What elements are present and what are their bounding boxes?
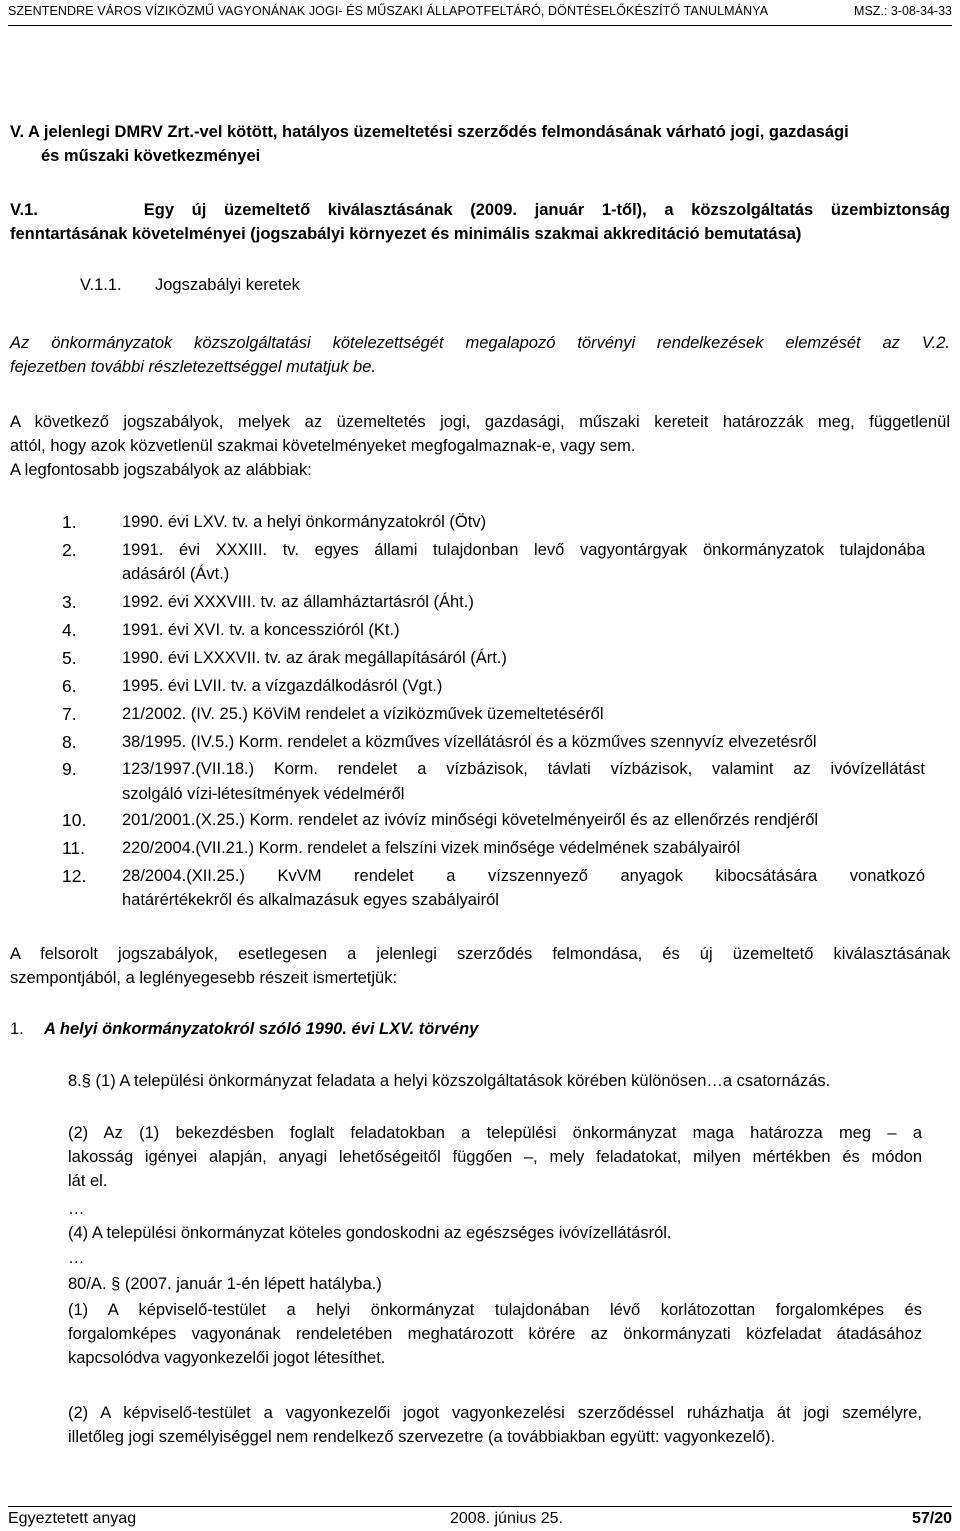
section-heading-line1: V. A jelenlegi DMRV Zrt.-vel kötött, hatályos üzemeltetési szerződés felmondásának várható jogi, gazdasági — [10, 123, 849, 141]
quote-para-80a: 80/A. § (2007. január 1-én lépett hatályba.) — [68, 1275, 382, 1293]
paragraph-summary — [10, 942, 950, 990]
paragraph2-line1: A felsorolt jogszabályok, esetlegesen a jelenlegi szerződés felmondása, és új üzemeltető kiválasztásának — [10, 945, 950, 963]
quote-para-2-line1: (2) Az (1) bekezdésben foglalt feladatokban a települési önkormányzat maga határozza meg – a — [68, 1124, 922, 1142]
list-item-text: 1995. évi LVII. tv. a vízgazdálkodásról (Vgt.) — [122, 677, 443, 695]
quote-para-8: 8.§ (1) A települési önkormányzat feladata a helyi közszolgáltatások körében különösen…a csatornázás. — [68, 1072, 831, 1090]
quote-para-80a-1-line1: (1) A képviselő-testület a helyi önkormányzat tulajdonában lévő korlátozottan forgalomképes és — [68, 1301, 922, 1319]
list-item-text: 201/2001.(X.25.) Korm. rendelet az ivóvíz minőségi követelményeiről és az ellenőrzés rendjéről — [122, 811, 819, 829]
list-item-text: 38/1995. (IV.5.) Korm. rendelet a közműves vízellátásról és a közműves szennyvíz elvezetésről — [122, 733, 817, 751]
quote-para-80a-2 — [68, 1401, 922, 1449]
list-item-text: 1991. évi XXXIII. tv. egyes állami tulajdonban levő vagyontárgyak önkormányzatok tulajdonába — [122, 541, 925, 559]
paragraph2-line2: szempontjából, a leglényegesebb részeit ismertetjük: — [10, 969, 398, 987]
paragraph-laws-intro — [10, 410, 950, 482]
list-item-text: 1992. évi XXXVIII. tv. az államháztartásról (Áht.) — [122, 593, 474, 611]
paragraph1-line2: attól, hogy azok közvetlenül szakmai követelményeket megfogalmaznak-e, vagy sem. — [10, 437, 636, 455]
subsection-heading — [10, 198, 950, 246]
subsection-heading-line1: V.1. Egy új üzemeltető kiválasztásának (2009. január 1-től), a közszolgáltatás üzembiztonság — [10, 201, 950, 219]
quote-para-4: (4) A települési önkormányzat köteles gondoskodni az egészséges ivóvízellátásról. — [68, 1224, 672, 1242]
list-item-number: 4. — [62, 620, 77, 640]
list-item-text-cont: szolgáló vízi-létesítmények védelméről — [122, 785, 405, 803]
paragraph1-line1: A következő jogszabályok, melyek az üzemeltetés jogi, gazdasági, műszaki kereteit határozzák meg, függetlenül — [10, 413, 950, 431]
intro-line2: fejezetben további részletezettséggel mutatjuk be. — [10, 358, 376, 376]
subsection-heading-line2: fenntartásának követelményei (jogszabályi környezet és minimális szakmai akkreditáció bemutatása) — [10, 225, 802, 243]
header-doc-number: MSZ.: 3-08-34-33 — [854, 4, 952, 18]
list-item-text: 123/1997.(VII.18.) Korm. rendelet a vízbázisok, távlati vízbázisok, valamint az ivóvízellátást — [122, 760, 925, 778]
quote-ellipsis-1: … — [68, 1200, 85, 1218]
list-item-number: 3. — [62, 592, 77, 612]
section-heading-line2: és műszaki következményei — [41, 147, 261, 165]
quote-para-80a-1-line2: forgalomképes vagyonának rendeletében meghatározott körére az önkormányzati közfeladat átadásához — [68, 1325, 922, 1343]
item1-number: 1. — [10, 1020, 24, 1038]
list-item-number: 7. — [62, 704, 77, 724]
subsubsection-title: Jogszabályi keretek — [155, 276, 300, 294]
item1-title: A helyi önkormányzatokról szóló 1990. évi LXV. törvény — [44, 1020, 479, 1038]
list-item-number: 1. — [62, 512, 77, 532]
list-item-text: 220/2004.(VII.21.) Korm. rendelet a felszíni vizek minősége védelmének szabályairól — [122, 839, 741, 857]
subsubsection-number: V.1.1. — [80, 276, 122, 294]
list-item-text-cont: adásáról (Ávt.) — [122, 565, 230, 583]
list-item-text: 28/2004.(XII.25.) KvVM rendelet a vízszennyező anyagok kibocsátására vonatkozó — [122, 867, 925, 885]
list-item-text: 1991. évi XVI. tv. a koncesszióról (Kt.) — [122, 621, 400, 639]
quote-para-80a-1-line3: kapcsolódva vagyonkezelői jogot létesíthet. — [68, 1349, 386, 1367]
list-item-number: 11. — [62, 838, 86, 858]
footer-page-number: 57/20 — [911, 1510, 952, 1527]
page-footer — [8, 1506, 952, 1531]
quote-para-80a-1 — [68, 1298, 922, 1370]
paragraph1-line3: A legfontosabb jogszabályok az alábbiak: — [10, 461, 312, 479]
list-item-text: 1990. évi LXXXVII. tv. az árak megállapításáról (Árt.) — [122, 649, 507, 667]
list-item-text: 21/2002. (IV. 25.) KöViM rendelet a víziközművek üzemeltetéséről — [122, 705, 604, 723]
list-item-number: 10. — [62, 810, 87, 830]
quote-para-2-line3: lát el. — [68, 1172, 108, 1190]
footer-date: 2008. június 25. — [450, 1510, 563, 1527]
quote-para-80a-2-line1: (2) A képviselő-testület a vagyonkezelői jogot vagyonkezelési szerződéssel ruházhatja át jogi személyre, — [68, 1404, 922, 1422]
list-item-text: 1990. évi LXV. tv. a helyi önkormányzatokról (Ötv) — [122, 513, 487, 531]
quote-para-2-line2: lakosság igényei alapján, anyagi lehetőségeitől függően –, mely feladatokat, milyen mértékben és módon — [68, 1148, 922, 1166]
quote-para-80a-2-line2: illetőleg jogi személyiséggel nem rendelkező szervezetre (a továbbiakban együtt: vagyonkezelő). — [68, 1428, 776, 1446]
list-item-number: 8. — [62, 732, 77, 752]
list-item-number: 5. — [62, 648, 77, 668]
page-header — [8, 0, 952, 26]
quote-para-2 — [68, 1121, 922, 1193]
list-item-number: 9. — [62, 759, 77, 779]
footer-status: Egyeztetett anyag — [8, 1510, 137, 1527]
intro-line1: Az önkormányzatok közszolgáltatási kötelezettségét megalapozó törvényi rendelkezések elemzését az V.2. — [10, 334, 950, 352]
intro-paragraph — [10, 331, 950, 379]
section-heading — [10, 120, 950, 168]
list-item-number: 6. — [62, 676, 77, 696]
list-item-number: 12. — [62, 866, 87, 886]
quote-ellipsis-2: … — [68, 1249, 85, 1267]
list-item-text-cont: határértékekről és alkalmazásuk egyes szabályairól — [122, 891, 499, 909]
header-title: SZENTENDRE VÁROS VÍZIKÖZMŰ VAGYONÁNAK JOGI- ÉS MŰSZAKI ÁLLAPOTFELTÁRÓ, DÖNTÉSELŐKÉSZÍTŐ TANULMÁNYA — [8, 4, 769, 18]
list-item-number: 2. — [62, 540, 77, 560]
